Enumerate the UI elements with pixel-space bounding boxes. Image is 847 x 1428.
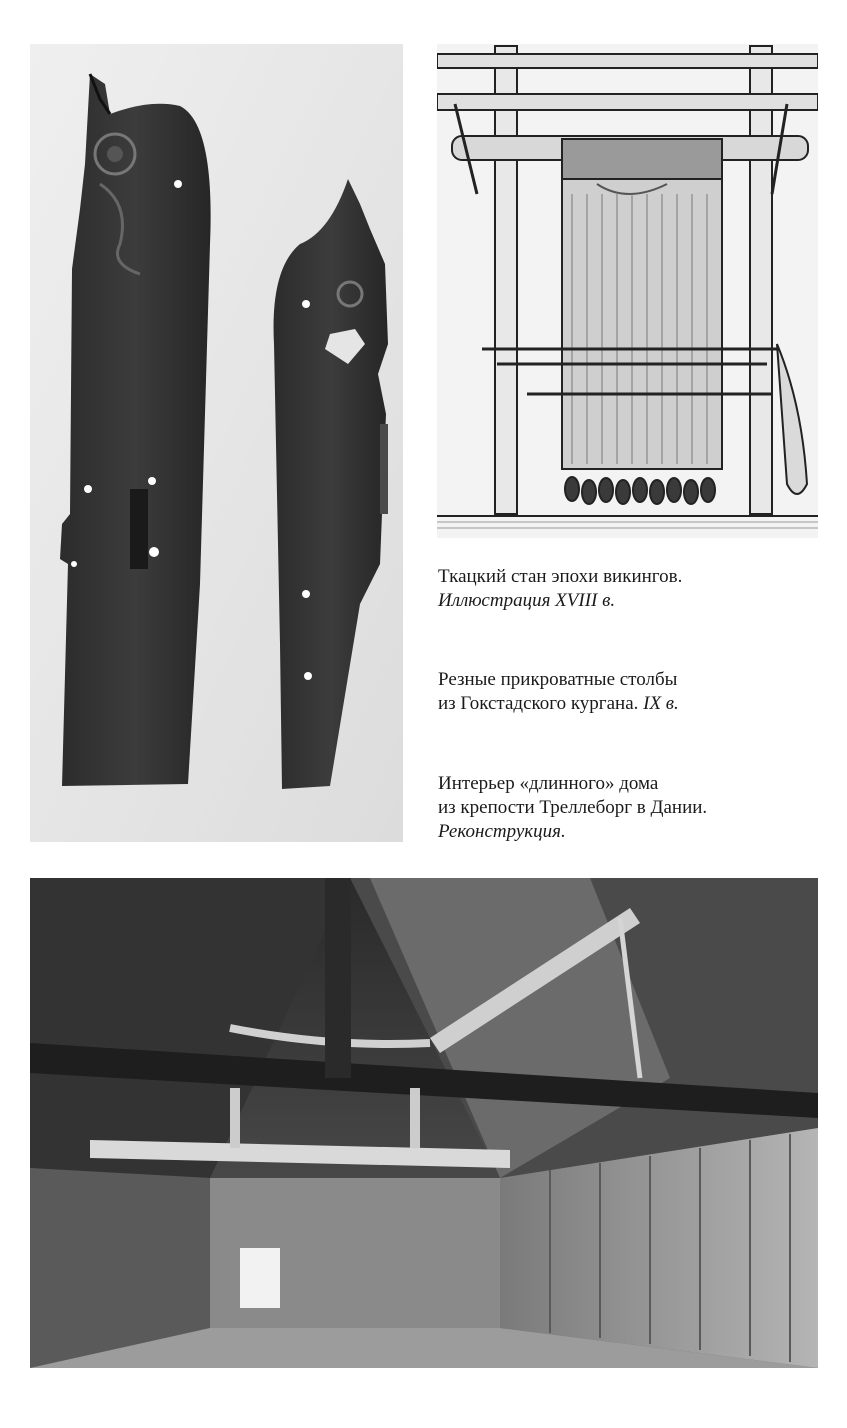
loom-caption: [438, 565, 682, 613]
posts-caption-origin: [438, 692, 679, 716]
longhouse-interior-illustration: [30, 878, 818, 1368]
hall-caption-title: Интерьер «длинного» дома: [438, 773, 659, 794]
hall-caption-note: Реконструкция.: [438, 821, 566, 842]
bed-posts-illustration: [30, 44, 403, 842]
loom-drawing: [437, 44, 818, 538]
loom-illustration: [437, 44, 818, 538]
longhouse-interior-photo: [30, 878, 818, 1368]
hall-caption: [438, 772, 707, 844]
loom-caption-title: Ткацкий стан эпохи викингов.: [438, 566, 683, 587]
hall-caption-place: из крепости Треллеборг в Дании.: [438, 797, 708, 818]
posts-caption-title: Резные прикроватные столбы: [438, 669, 678, 690]
posts-caption: [438, 668, 679, 716]
loom-caption-source: Иллюстрация XVIII в.: [438, 590, 616, 611]
posts-caption-origin-text: из Гокстадского кургана.: [438, 693, 644, 714]
bed-posts-photo: [30, 44, 403, 842]
posts-caption-century: IX в.: [643, 693, 679, 714]
